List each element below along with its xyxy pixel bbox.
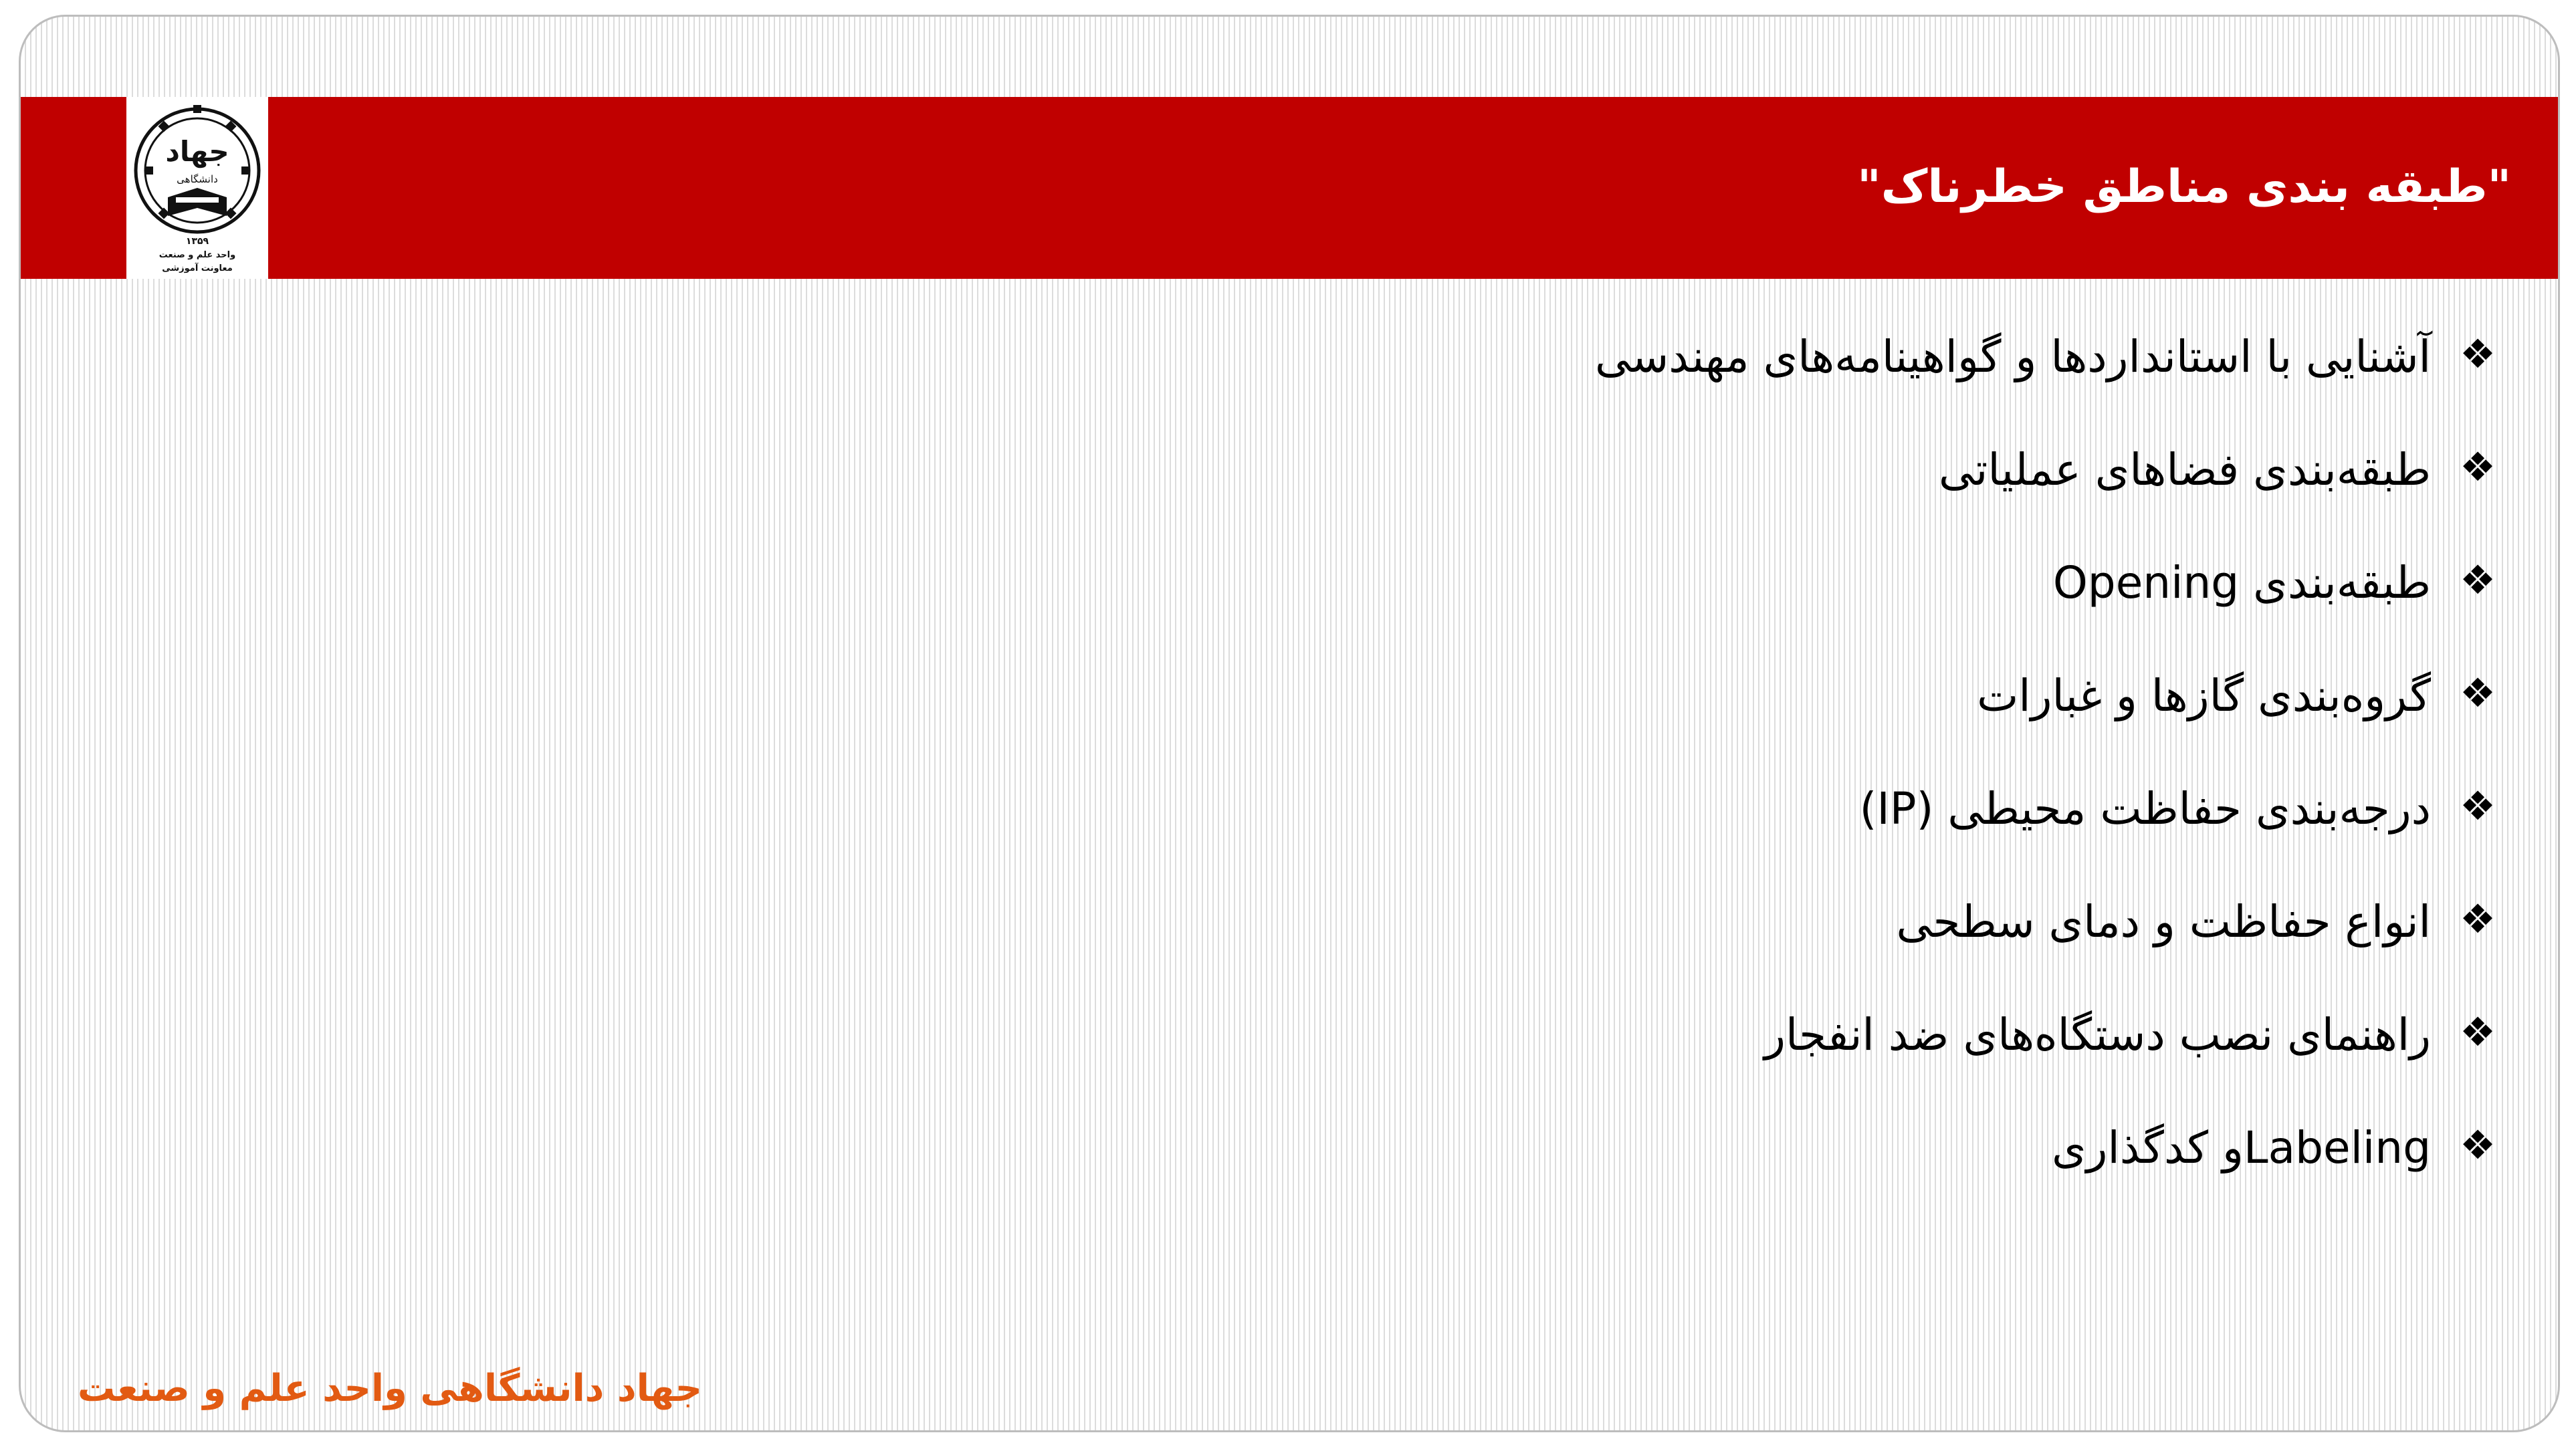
bullet-text: طبقه‌بندی Opening — [2052, 557, 2431, 608]
bullet-text: آشنایی با استانداردها و گواهینامه‌های مهندسی — [1594, 331, 2431, 382]
bullet-item — [1595, 1122, 2504, 1235]
diamond-bullet-icon: ❖ — [2460, 783, 2496, 830]
bullet-item — [1595, 670, 2504, 783]
bullet-text: Labelingو کدگذاری — [2052, 1122, 2431, 1174]
diamond-bullet-icon: ❖ — [2460, 444, 2496, 491]
bullet-item — [1595, 783, 2504, 896]
bullet-item — [1595, 557, 2504, 670]
footer-text: جهاد دانشگاهی واحد علم و صنعت — [78, 1367, 703, 1410]
logo-dept-line: معاونت آموزشی — [162, 263, 233, 273]
diamond-bullet-icon: ❖ — [2460, 557, 2496, 604]
diamond-bullet-icon: ❖ — [2460, 896, 2496, 943]
logo-subtitle: دانشگاهی — [177, 173, 218, 185]
slide — [19, 15, 2560, 1432]
bullet-item — [1595, 896, 2504, 1009]
logo-unit-line: واحد علم و صنعت — [158, 250, 236, 260]
bullet-item — [1595, 444, 2504, 557]
bullet-item — [1595, 331, 2504, 444]
diamond-bullet-icon: ❖ — [2460, 1122, 2496, 1169]
logo-name: جهاد — [165, 135, 229, 168]
bullet-text: راهنمای نصب دستگاه‌های ضد انفجار — [1764, 1009, 2431, 1061]
bullet-item — [1595, 1009, 2504, 1122]
diamond-bullet-icon: ❖ — [2460, 670, 2496, 717]
bullet-text: طبقه‌بندی فضاهای عملیاتی — [1938, 444, 2431, 495]
slide-title: "طبقه بندی مناطق خطرناک" — [1857, 160, 2511, 213]
logo — [126, 97, 268, 279]
bullet-list — [1595, 331, 2504, 1235]
bullet-text: انواع حفاظت و دمای سطحی — [1896, 896, 2431, 948]
diamond-bullet-icon: ❖ — [2460, 1009, 2496, 1056]
bullet-text: درجه‌بندی حفاظت محیطی (IP) — [1859, 783, 2431, 834]
bullet-text: گروه‌بندی گازها و غبارات — [1977, 670, 2431, 721]
diamond-bullet-icon: ❖ — [2460, 331, 2496, 378]
logo-year: ۱۳۵۹ — [185, 236, 209, 247]
